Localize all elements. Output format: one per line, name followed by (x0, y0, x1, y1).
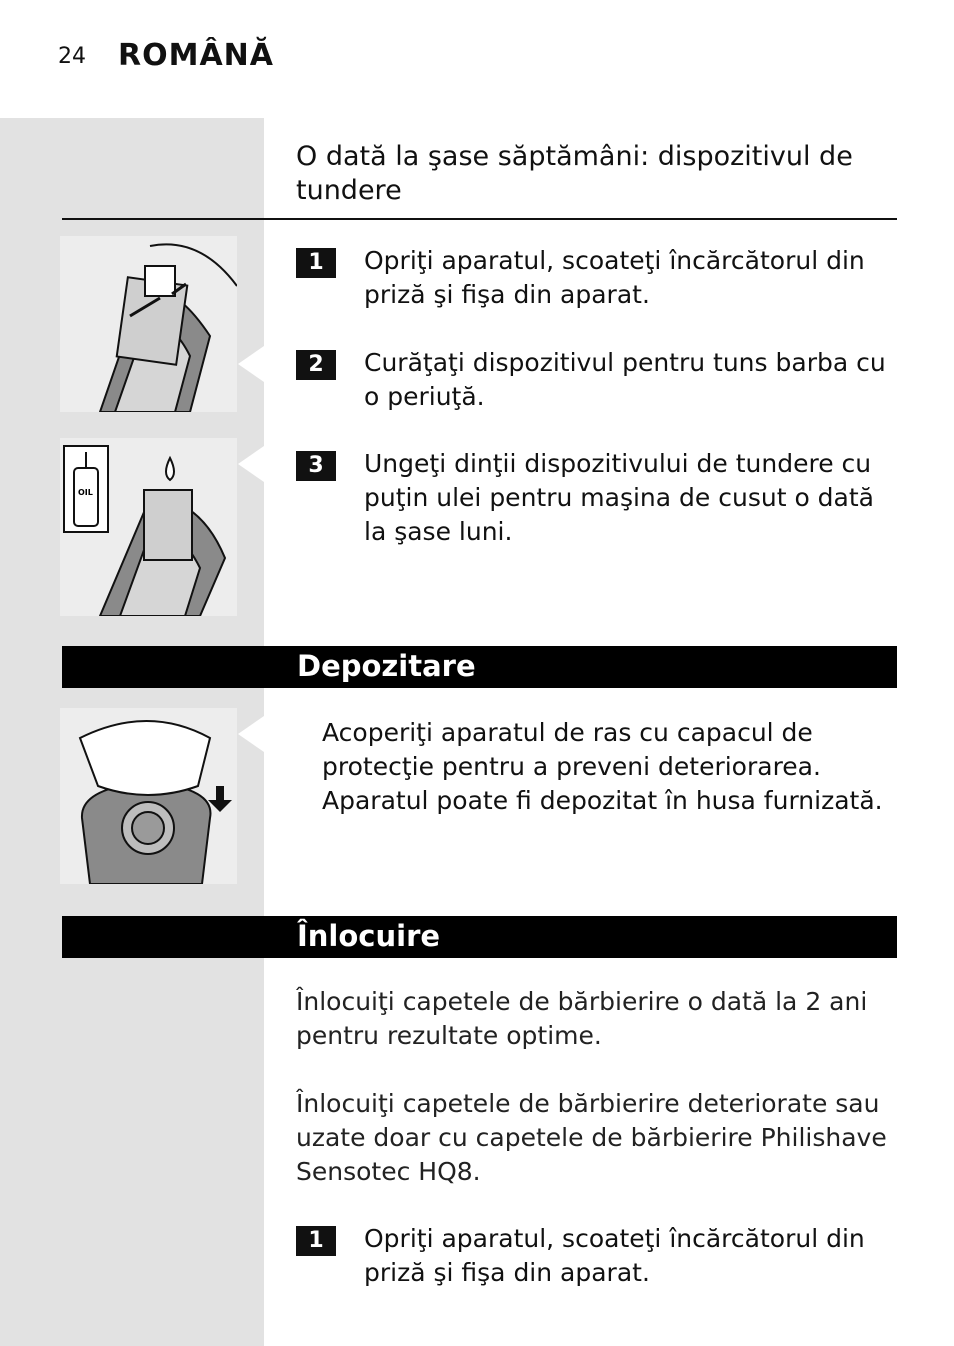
step-text: Curăţaţi dispozitivul pentru tuns barba cu o periuţă. (364, 348, 886, 411)
illustration-pointer (238, 446, 264, 482)
step-text: Opriţi aparatul, scoateţi încărcătorul din priză şi fişa din aparat. (364, 1224, 865, 1287)
step-text: Opriţi aparatul, scoateţi încărcătorul din priză şi fişa din aparat. (364, 246, 865, 309)
trimmer-subheading: O dată la şase săptămâni: dispozitivul de tundere (296, 141, 853, 206)
step-number: 1 (296, 248, 336, 278)
page-number: 24 (58, 44, 86, 69)
replacement-section-header (62, 916, 897, 958)
language-heading: ROMÂNĂ (118, 38, 274, 73)
storage-text: Acoperiţi aparatul de ras cu capacul de protecţie pentru a preveni deteriorarea. Aparatul poate fi depozitat în husa furnizată. (322, 718, 883, 815)
storage-section-header (62, 646, 897, 688)
replacement-paragraph-2: Înlocuiţi capetele de bărbierire deteriorate sau uzate doar cu capetele de bărbierire Philishave Sensotec HQ8. (296, 1089, 887, 1186)
storage-heading: Depozitare (297, 649, 476, 683)
oil-bottle-label: OIL (78, 488, 93, 497)
cap-illustration (60, 708, 237, 884)
step-number: 1 (296, 1226, 336, 1256)
replacement-paragraph-1: Înlocuiţi capetele de bărbierire o dată la 2 ani pentru rezultate optime. (296, 987, 868, 1050)
brush-trimmer-illustration (60, 236, 237, 412)
illustration-pointer (238, 346, 264, 382)
step-number: 3 (296, 451, 336, 481)
section-rule (62, 218, 897, 220)
step-text: Ungeţi dinţii dispozitivului de tundere cu puţin ulei pentru maşina de cusut o dată la şase luni. (364, 449, 874, 546)
shaver-brush-drawing (60, 236, 237, 412)
replacement-heading: Înlocuire (297, 919, 441, 953)
shaver-oil-drawing (60, 438, 237, 616)
shaver-cap-drawing (60, 708, 237, 884)
step-number: 2 (296, 350, 336, 380)
illustration-pointer (238, 716, 264, 752)
oil-trimmer-illustration (60, 438, 237, 616)
